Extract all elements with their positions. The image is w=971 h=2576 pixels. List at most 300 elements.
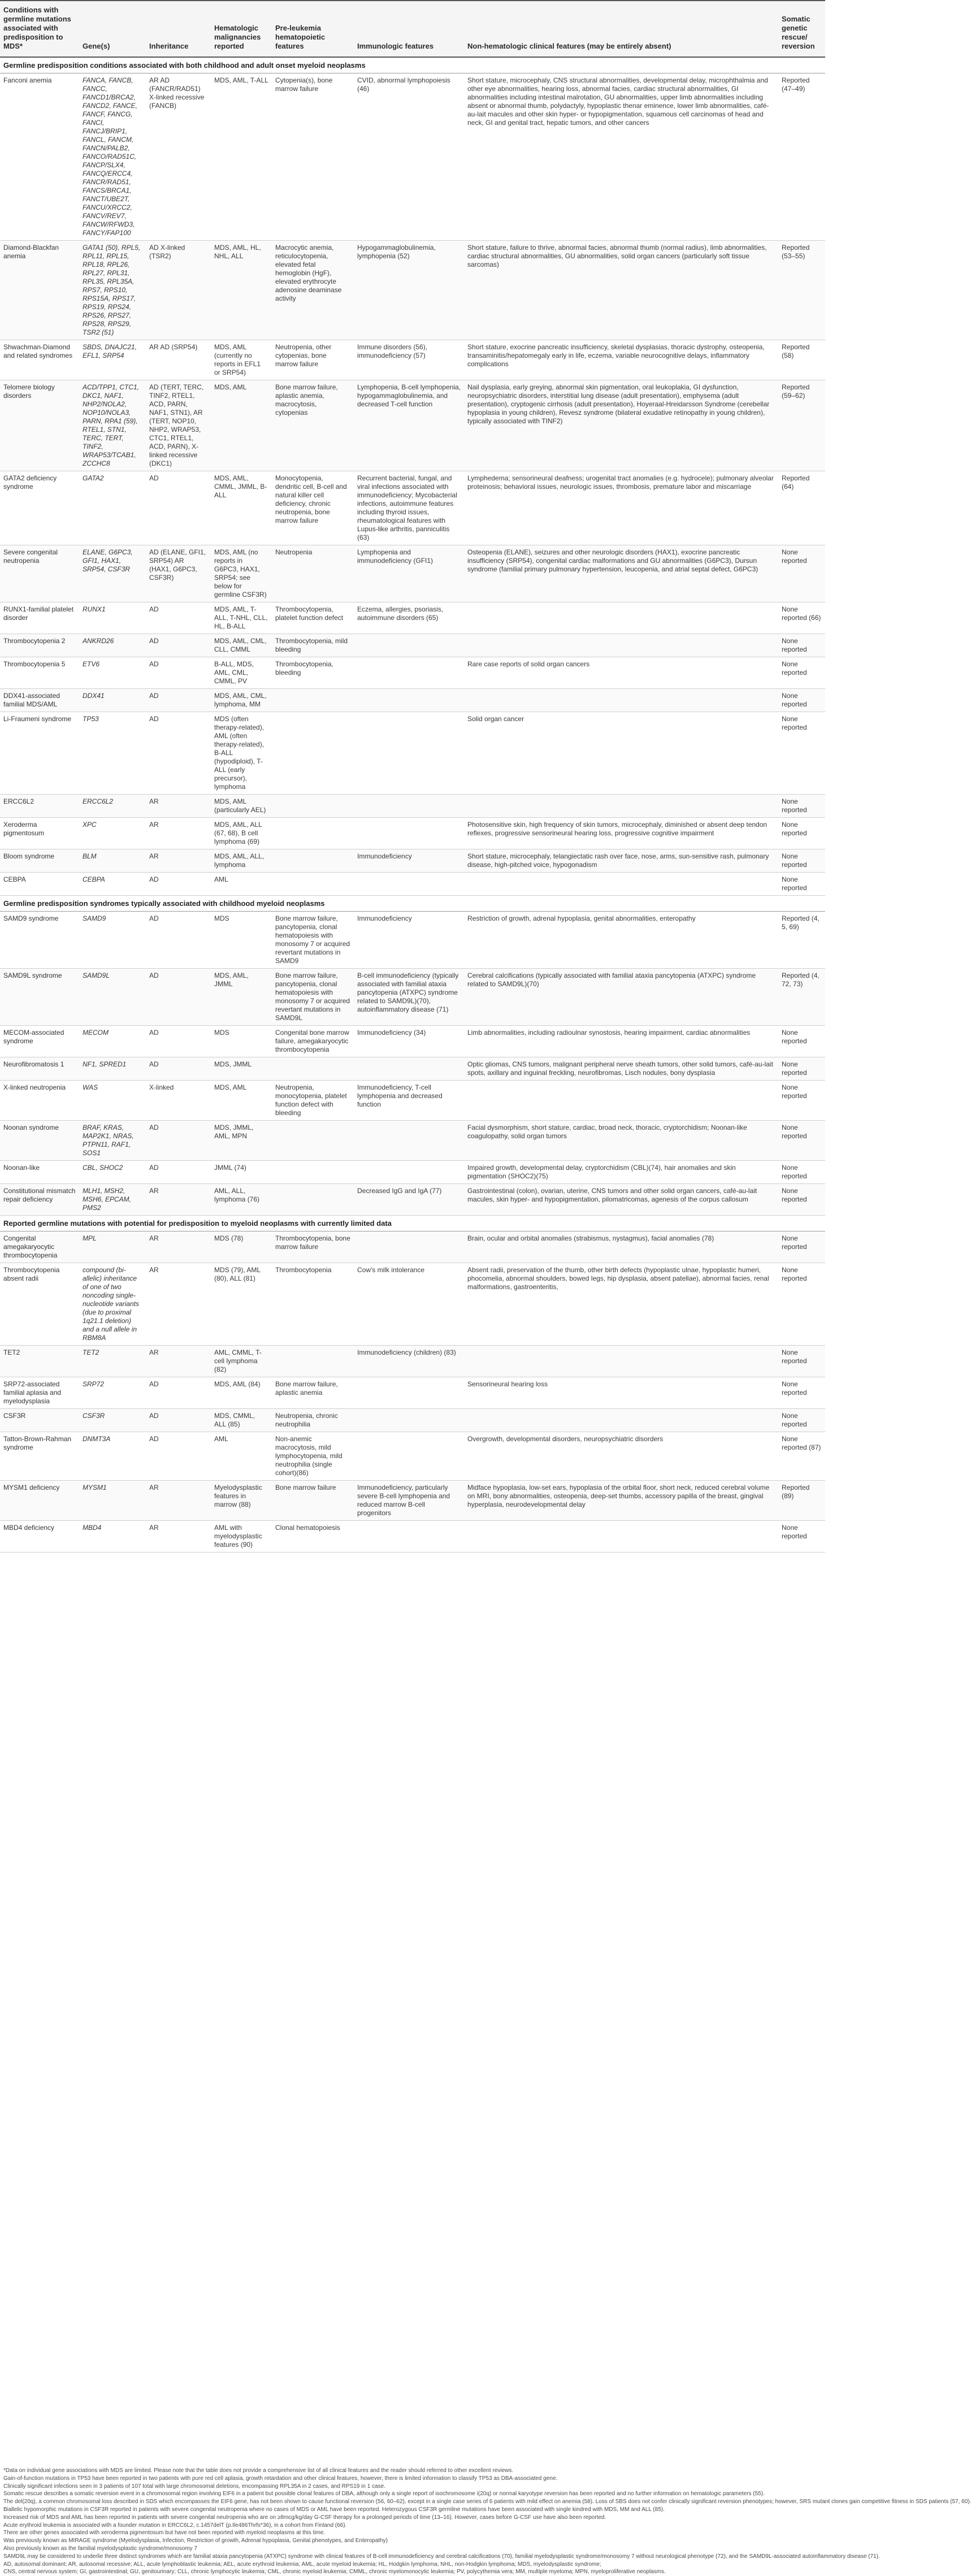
nonhematologic-cell [464, 634, 778, 657]
inheritance-cell: AD [146, 471, 211, 545]
condition-cell: MYSM1 deficiency [0, 1481, 79, 1521]
footnote: Was previously known as MIRAGE syndrome (Myelodysplasia, Infection, Restriction of growth, Adrenal hypoplasia, Genital phenotypes, and Enteropathy) [3, 2538, 388, 2544]
immunologic-cell [354, 634, 464, 657]
rescue-cell: None reported [778, 1231, 825, 1263]
condition-cell: Tatton-Brown-Rahman syndrome [0, 1432, 79, 1481]
genes-cell: TET2 [79, 1346, 146, 1377]
genes-cell: SBDS, DNAJC21, EFL1, SRP54 [79, 340, 146, 380]
inheritance-cell: AD X-linked (TSR2) [146, 241, 211, 340]
table-row [0, 1481, 825, 1521]
rescue-cell: None reported [778, 873, 825, 896]
inheritance-cell: AR [146, 1346, 211, 1377]
rescue-cell: None reported [778, 849, 825, 873]
condition-cell: Li-Fraumeni syndrome [0, 712, 79, 795]
inheritance-cell: AD [146, 634, 211, 657]
genes-cell: GATA1 (50), RPL5, RPL11, RPL15, RPL18, RPL26, RPL27, RPL31, RPL35, RPL35A, RPS7, RPS10, RPS15A, RPS17, RPS19, RPS24, RPS26, RPS27, RPS28, RPS29, TSR2 (51) [79, 241, 146, 340]
inheritance-cell: AD [146, 1121, 211, 1161]
condition-cell: SAMD9 syndrome [0, 912, 79, 969]
malignancies-cell: MDS, AML, ALL (67, 68), B cell lymphoma (69) [211, 818, 272, 849]
immunologic-cell [354, 1521, 464, 1552]
inheritance-cell: AD [146, 1432, 211, 1481]
genes-cell: DDX41 [79, 689, 146, 712]
table-row [0, 1057, 825, 1081]
malignancies-cell: MDS, AML, T-ALL [211, 73, 272, 241]
malignancies-cell: MDS, AML, HL, NHL, ALL [211, 241, 272, 340]
table-row [0, 602, 825, 634]
inheritance-cell: AD [146, 712, 211, 795]
condition-cell: MBD4 deficiency [0, 1521, 79, 1552]
genes-cell: CBL, SHOC2 [79, 1161, 146, 1184]
preleukemia-cell: Neutropenia, monocytopenia, platelet function defect with bleeding [272, 1081, 354, 1121]
immunologic-cell [354, 1121, 464, 1161]
malignancies-cell: MDS, AML, CML, lymphoma, MM [211, 689, 272, 712]
genes-cell: FANCA, FANCB, FANCC, FANCD1/BRCA2, FANCD2, FANCE, FANCF, FANCG, FANCI, FANCJ/BRIP1, FANCL, FANCM, FANCN/PALB2, FANCO/RAD51C, FANCP/SLX4, FANCQ/ERCC4, FANCR/RAD51, FANCS/BRCA1, FANCT/UBE2T, FANCU/XRCC2, FANCV/REV7, FANCW/RFWD3, FANCY/FAP100 [79, 73, 146, 241]
rescue-cell: None reported [778, 634, 825, 657]
inheritance-cell: AR [146, 1481, 211, 1521]
immunologic-cell [354, 1432, 464, 1481]
table-row [0, 1377, 825, 1409]
rescue-cell: Reported (58) [778, 340, 825, 380]
genes-cell: ETV6 [79, 657, 146, 689]
footnote: Biallelic hypomorphic mutations in CSF3R reported in patients with severe congenital neutropenia where no cases of MDS or AML have been reported. Heterozygous CSF3R germline mutations have been associated with single kindred with MDS, MM and ALL (85). [3, 2506, 665, 2513]
rescue-cell: None reported [778, 1081, 825, 1121]
immunologic-cell: Immunodeficiency [354, 912, 464, 969]
malignancies-cell: AML, CMML, T-cell lymphoma (82) [211, 1346, 272, 1377]
rescue-cell: Reported (47–49) [778, 73, 825, 241]
genes-cell: CEBPA [79, 873, 146, 896]
condition-cell: Noonan syndrome [0, 1121, 79, 1161]
footnote: Also previously known as the familial myelodysplastic syndrome/monosomy 7 [3, 2545, 197, 2552]
genes-cell: MECOM [79, 1026, 146, 1057]
rescue-cell: Reported (4, 5, 69) [778, 912, 825, 969]
condition-cell: Fanconi anemia [0, 73, 79, 241]
genes-cell: MBD4 [79, 1521, 146, 1552]
inheritance-cell: AR AD (FANCR/RAD51) X-linked recessive (FANCB) [146, 73, 211, 241]
table-row [0, 1231, 825, 1263]
malignancies-cell: MDS, AML (84) [211, 1377, 272, 1409]
nonhematologic-cell: Facial dysmorphism, short stature, cardiac, broad neck, thoracic, cryptorchidism; Noonan-like coagulopathy, solid organ tumors [464, 1121, 778, 1161]
header-malignancies: Hematologic malignancies reported [211, 1, 272, 57]
condition-cell: Xeroderma pigmentosum [0, 818, 79, 849]
condition-cell: TET2 [0, 1346, 79, 1377]
header-immunologic: Immunologic features [354, 1, 464, 57]
genes-cell: MYSM1 [79, 1481, 146, 1521]
nonhematologic-cell: Short stature, microcephaly, telangiectatic rash over face, nose, arms, sun-sensitive rash, pulmonary disease, high-pitched voice, hypogonadism [464, 849, 778, 873]
preleukemia-cell [272, 849, 354, 873]
immunologic-cell: B-cell immunodeficiency (typically associated with familial ataxia pancytopenia (ATXPC) syndrome related to SAMD9L)(70), autoinflammatory disease (71) [354, 969, 464, 1026]
table-row [0, 73, 825, 241]
genes-cell: BLM [79, 849, 146, 873]
immunologic-cell: Immune disorders (56), immunodeficiency (57) [354, 340, 464, 380]
section-header-row [0, 896, 825, 912]
malignancies-cell: MDS, AML (particularly AEL) [211, 795, 272, 818]
inheritance-cell: AD [146, 912, 211, 969]
footnote: There are other genes associated with xeroderma pigmentosum but have not been reported with myeloid neoplasms at this time. [3, 2530, 326, 2536]
immunologic-cell: Immunodeficiency (34) [354, 1026, 464, 1057]
inheritance-cell: AD (ELANE, GFI1, SRP54) AR (HAX1, G6PC3, CSF3R) [146, 545, 211, 602]
nonhematologic-cell: Cerebral calcifications (typically associated with familial ataxia pancytopenia (ATXPC) syndrome related to SAMD9L)(70) [464, 969, 778, 1026]
malignancies-cell: MDS, AML (no reports in G6PC3, HAX1, SRP54; see below for germline CSF3R) [211, 545, 272, 602]
rescue-cell: None reported [778, 1377, 825, 1409]
nonhematologic-cell: Lymphedema; sensorineural deafness; urogenital tract anomalies (e.g. hydrocele); pulmonary alveolar proteinosis; behavioral issues, neurologic issues, thrombosis, premature labor and miscarriage [464, 471, 778, 545]
genes-cell: DNMT3A [79, 1432, 146, 1481]
genes-cell: MLH1, MSH2, MSH6, EPCAM, PMS2 [79, 1184, 146, 1216]
nonhematologic-cell [464, 1409, 778, 1432]
immunologic-cell: Hypogammaglobulinemia, lymphopenia (52) [354, 241, 464, 340]
table-row [0, 634, 825, 657]
header-nonhematologic: Non-hematologic clinical features (may be entirely absent) [464, 1, 778, 57]
rescue-cell: Reported (64) [778, 471, 825, 545]
table-row [0, 1521, 825, 1552]
malignancies-cell: AML with myelodysplastic features (90) [211, 1521, 272, 1552]
nonhematologic-cell [464, 795, 778, 818]
immunologic-cell: Lymphopenia, B-cell lymphopenia, hypogammaglobulinemia, and decreased T-cell function [354, 380, 464, 471]
rescue-cell: Reported (59–62) [778, 380, 825, 471]
condition-cell: Telomere biology disorders [0, 380, 79, 471]
nonhematologic-cell [464, 873, 778, 896]
inheritance-cell: AR [146, 795, 211, 818]
genes-cell: ACD/TPP1, CTC1, DKC1, NAF1, NHP2/NOLA2, NOP10/NOLA3, PARN, RPA1 (59), RTEL1, STN1, TERC, TERT, TINF2, WRAP53/TCAB1, ZCCHC8 [79, 380, 146, 471]
malignancies-cell: MDS, AML, ALL, lymphoma [211, 849, 272, 873]
immunologic-cell: Immunodeficiency, particularly severe B-cell lymphopenia and reduced marrow B-cell progenitors [354, 1481, 464, 1521]
genes-cell: XPC [79, 818, 146, 849]
table-row [0, 912, 825, 969]
table-row [0, 1409, 825, 1432]
section-header-row [0, 57, 825, 73]
table-row [0, 1432, 825, 1481]
nonhematologic-cell: Midface hypoplasia, low-set ears, hypoplasia of the orbital floor, short neck, reduced cerebral volume on MRI, bony abnormalities, osteopenia, deep-set thumbs, accessory papilla of the breast, gingival hyperplasia, neurodevelopmental delay [464, 1481, 778, 1521]
footnote: Acute erythroid leukemia is associated with a founder mutation in ERCC6L2, c.1457delT (p.Ile486Thrfs*36), in a cohort from Finland (66). [3, 2522, 347, 2529]
condition-cell: Neurofibromatosis 1 [0, 1057, 79, 1081]
immunologic-cell [354, 657, 464, 689]
inheritance-cell: AD [146, 1026, 211, 1057]
rescue-cell: None reported (66) [778, 602, 825, 634]
malignancies-cell: MDS (often therapy-related), AML (often therapy-related), B-ALL (hypodiploid), T-ALL (early precursor), lymphoma [211, 712, 272, 795]
footnote: AD, autosomal dominant; AR, autosomal recessive; ALL, acute lymphoblastic leukemia; AEL, acute erythroid leukemia; AML, acute myeloid leukemia; HL, Hodgkin lymphoma; NHL, non-Hodgkin lymphoma; MDS, myelodysplastic syndrome; [3, 2561, 601, 2568]
inheritance-cell: AD [146, 689, 211, 712]
footnote: SAMD9L may be considered to underlie three distinct syndromes which are familial ataxia pancytopenia (ATXPC) syndrome with clinical features of B-cell immunodeficiency and cerebral calcifications (70), familial myelodysplastic syndrome/monosomy 7 without neurological phenotype (72), and the SAMD9L-associated autoinflammatory disease (71). [3, 2553, 880, 2560]
condition-cell: Bloom syndrome [0, 849, 79, 873]
preleukemia-cell: Clonal hematopoiesis [272, 1521, 354, 1552]
rescue-cell: None reported [778, 1121, 825, 1161]
condition-cell: Shwachman-Diamond and related syndromes [0, 340, 79, 380]
rescue-cell: None reported [778, 1409, 825, 1432]
nonhematologic-cell: Optic gliomas, CNS tumors, malignant peripheral nerve sheath tumors, other solid tumors, café-au-lait spots, axillary and inguinal freckling, neurofibromas, Lisch nodules, bony dysplasia [464, 1057, 778, 1081]
footnote: CNS, central nervous system; GI, gastrointestinal; GU, genitourinary; CLL, chronic lymphocytic leukemia; CML, chronic myeloid leukemia; CMML, chronic myelomonocytic leukemia; PV, polycythemia vera; MM, multiple myeloma; MPN, myeloproliferative neoplasms. [3, 2569, 666, 2575]
inheritance-cell: AD [146, 969, 211, 1026]
immunologic-cell [354, 873, 464, 896]
table-footnotes [3, 2467, 971, 2576]
inheritance-cell: AR [146, 1263, 211, 1346]
preleukemia-cell: Thrombocytopenia, mild bleeding [272, 634, 354, 657]
condition-cell: SAMD9L syndrome [0, 969, 79, 1026]
nonhematologic-cell [464, 1346, 778, 1377]
condition-cell: CEBPA [0, 873, 79, 896]
table-row [0, 1121, 825, 1161]
footnote: The del(20q), a common chromosomal loss described in SDS which encompasses the EIF6 gene, has not been shown to cause functional reversion (56, 60–62), except in a single case series of 6 patients with mild effect on anemia (58). Loss of SBS does not confer clinically significant reversion phenotypes; however, SRS mutant clones gain competitive fitness in SDS patients (57, 60). [3, 2499, 971, 2505]
inheritance-cell: AD [146, 873, 211, 896]
immunologic-cell: Recurrent bacterial, fungal, and viral infections associated with immunodeficiency; Mycobacterial infections, autoimmune features including thyroid issues, rheumatological features with Lupus-like arthritis, panniculitis (63) [354, 471, 464, 545]
preleukemia-cell [272, 689, 354, 712]
malignancies-cell: MDS, CMML, ALL (85) [211, 1409, 272, 1432]
genes-cell: SAMD9 [79, 912, 146, 969]
inheritance-cell: X-linked [146, 1081, 211, 1121]
table-row [0, 1026, 825, 1057]
rescue-cell: Reported (4, 72, 73) [778, 969, 825, 1026]
rescue-cell: None reported [778, 795, 825, 818]
header-genes: Gene(s) [79, 1, 146, 57]
genes-cell: RUNX1 [79, 602, 146, 634]
immunologic-cell: Eczema, allergies, psoriasis, autoimmune disorders (65) [354, 602, 464, 634]
preleukemia-cell: Congenital bone marrow failure, amegakaryocytic thrombocytopenia [272, 1026, 354, 1057]
preleukemia-cell: Neutropenia, other cytopenias, bone marrow failure [272, 340, 354, 380]
table-row [0, 712, 825, 795]
table-row [0, 1346, 825, 1377]
table-row [0, 795, 825, 818]
malignancies-cell: MDS, AML [211, 1081, 272, 1121]
inheritance-cell: AR [146, 818, 211, 849]
preleukemia-cell: Bone marrow failure [272, 1481, 354, 1521]
immunologic-cell [354, 1231, 464, 1263]
genes-cell: TP53 [79, 712, 146, 795]
genes-cell: NF1, SPRED1 [79, 1057, 146, 1081]
inheritance-cell: AD [146, 1161, 211, 1184]
malignancies-cell: MDS, AML, T-ALL, T-NHL, CLL, HL, B-ALL [211, 602, 272, 634]
nonhematologic-cell: Absent radii, preservation of the thumb, other birth defects (hypoplastic ulnae, hypoplastic humeri, phocomelia, abnormal shoulders, bowed legs, hip dysplasia, absent patellae), abnormal facies, renal malformations, gastroenteritis, [464, 1263, 778, 1346]
preleukemia-cell [272, 873, 354, 896]
malignancies-cell: MDS [211, 912, 272, 969]
malignancies-cell: JMML (74) [211, 1161, 272, 1184]
immunologic-cell: CVID, abnormal lymphopoiesis (46) [354, 73, 464, 241]
rescue-cell: None reported [778, 818, 825, 849]
genes-cell: WAS [79, 1081, 146, 1121]
footnote: *Data on individual gene associations with MDS are limited. Please note that the table does not provide a comprehensive list of all clinical features and the reader should referred to other excellent reviews. [3, 2467, 514, 2474]
table-row [0, 380, 825, 471]
preleukemia-cell [272, 818, 354, 849]
condition-cell: Thrombocytopenia 5 [0, 657, 79, 689]
immunologic-cell [354, 1377, 464, 1409]
inheritance-cell: AR [146, 849, 211, 873]
preleukemia-cell [272, 1184, 354, 1216]
immunologic-cell: Immunodeficiency [354, 849, 464, 873]
preleukemia-cell [272, 1121, 354, 1161]
rescue-cell: None reported [778, 1026, 825, 1057]
header-preleukemia: Pre-leukemia hematopoietic features [272, 1, 354, 57]
nonhematologic-cell: Gastrointestinal (colon), ovarian, uterine, CNS tumors and other solid organ cancers, café-au-lait macules, skin hyper- and hypopigmentation, pilomatricomas, agenesis of the corpus callosum [464, 1184, 778, 1216]
nonhematologic-cell: Photosensitive skin, high frequency of skin tumors, microcephaly, diminished or absent deep tendon reflexes, progressive sensorineural hearing loss, progressive cognitive impairment [464, 818, 778, 849]
preleukemia-cell: Non-anemic macrocytosis, mild lymphocytopenia, mild neutrophilia (single cohort)(86) [272, 1432, 354, 1481]
preleukemia-cell: Bone marrow failure, aplastic anemia, macrocytosis, cytopenias [272, 380, 354, 471]
condition-cell: Thrombocytopenia 2 [0, 634, 79, 657]
genes-cell: ERCC6L2 [79, 795, 146, 818]
preleukemia-cell: Bone marrow failure, aplastic anemia [272, 1377, 354, 1409]
malignancies-cell: MDS (78) [211, 1231, 272, 1263]
preleukemia-cell: Macrocytic anemia, reticulocytopenia, elevated fetal hemoglobin (HgF), elevated erythrocyte adenosine deaminase activity [272, 241, 354, 340]
malignancies-cell: B-ALL, MDS, AML, CML, CMML, PV [211, 657, 272, 689]
rescue-cell: None reported [778, 689, 825, 712]
condition-cell: Congenital amegakaryocytic thrombocytopenia [0, 1231, 79, 1263]
genes-cell: SAMD9L [79, 969, 146, 1026]
table-row [0, 241, 825, 340]
genes-cell: CSF3R [79, 1409, 146, 1432]
preleukemia-cell [272, 1161, 354, 1184]
malignancies-cell: MDS, JMML [211, 1057, 272, 1081]
genes-cell: BRAF, KRAS, MAP2K1, NRAS, PTPN11, RAF1, SOS1 [79, 1121, 146, 1161]
table-row [0, 545, 825, 602]
header-rescue: Somatic genetic rescue/ reversion [778, 1, 825, 57]
preleukemia-cell [272, 712, 354, 795]
preleukemia-cell: Neutropenia [272, 545, 354, 602]
table-row [0, 689, 825, 712]
nonhematologic-cell: Impaired growth, developmental delay, cryptorchidism (CBL)(74), hair anomalies and skin pigmentation (SHOC2)(75) [464, 1161, 778, 1184]
condition-cell: SRP72-associated familial aplasia and myelodysplasia [0, 1377, 79, 1409]
genes-cell: SRP72 [79, 1377, 146, 1409]
nonhematologic-cell: Restriction of growth, adrenal hypoplasia, genital abnormalities, enteropathy [464, 912, 778, 969]
preleukemia-cell: Thrombocytopenia, platelet function defect [272, 602, 354, 634]
table-row [0, 969, 825, 1026]
malignancies-cell: MDS [211, 1026, 272, 1057]
inheritance-cell: AR [146, 1521, 211, 1552]
inheritance-cell: AD [146, 657, 211, 689]
condition-cell: X-linked neutropenia [0, 1081, 79, 1121]
condition-cell: GATA2 deficiency syndrome [0, 471, 79, 545]
rescue-cell: None reported [778, 1161, 825, 1184]
immunologic-cell [354, 1161, 464, 1184]
inheritance-cell: AD [146, 1377, 211, 1409]
rescue-cell: None reported [778, 545, 825, 602]
inheritance-cell: AD [146, 1409, 211, 1432]
nonhematologic-cell [464, 1081, 778, 1121]
immunologic-cell [354, 689, 464, 712]
footnote: Gain-of-function mutations in TP53 have been reported in two patients with pure red cell aplasia, growth retardation and other clinical features, however, there is limited information to classify TP53 as DBA-associated gene. [3, 2475, 558, 2482]
malignancies-cell: MDS, AML, CML, CLL, CMML [211, 634, 272, 657]
rescue-cell: None reported [778, 1263, 825, 1346]
table-body [0, 57, 825, 1552]
condition-cell: RUNX1-familial platelet disorder [0, 602, 79, 634]
preleukemia-cell: Thrombocytopenia, bleeding [272, 657, 354, 689]
table-row [0, 1184, 825, 1216]
nonhematologic-cell: Solid organ cancer [464, 712, 778, 795]
condition-cell: DDX41-associated familial MDS/AML [0, 689, 79, 712]
nonhematologic-cell: Short stature, failure to thrive, abnormal facies, abnormal thumb (normal radius), limb abnormalities, cardiac structural abnormalities, GU abnormalities, solid organ cancers (particularly soft tissue sarcomas) [464, 241, 778, 340]
header-condition: Conditions with germline mutations associated with predisposition to MDS* [0, 1, 79, 57]
preleukemia-cell [272, 1346, 354, 1377]
genes-cell: ELANE, G6PC3, GFI1, HAX1, SRP54, CSF3R [79, 545, 146, 602]
footnote: Increased risk of MDS and AML has been reported in patients with severe congenital neutropenia who are on ≥8mcg/kg/day G-CSF therapy for a prolonged periods of time (13–16). However, cases before G-CSF use have also been reported. [3, 2514, 606, 2521]
condition-cell: Noonan-like [0, 1161, 79, 1184]
immunologic-cell: Immunodeficiency (children) (83) [354, 1346, 464, 1377]
immunologic-cell [354, 1409, 464, 1432]
inheritance-cell: AD [146, 1057, 211, 1081]
condition-cell: ERCC6L2 [0, 795, 79, 818]
nonhematologic-cell: Short stature, exocrine pancreatic insufficiency, skeletal dysplasias, thoracic dystrophy, osteopenia, transaminitis/hepatomegaly early in life, eczema, variable neurocognitive delays, inflammatory complications [464, 340, 778, 380]
preleukemia-cell: Thrombocytopenia, bone marrow failure [272, 1231, 354, 1263]
preleukemia-cell: Bone marrow failure, pancytopenia, clonal hematopoiesis with monosomy 7 or acquired revertant mutations in SAMD9L [272, 969, 354, 1026]
header-inheritance: Inheritance [146, 1, 211, 57]
inheritance-cell: AR [146, 1231, 211, 1263]
table-row [0, 873, 825, 896]
immunologic-cell [354, 712, 464, 795]
section-header-row [0, 1216, 825, 1231]
malignancies-cell: MDS, AML, CMML, JMML, B-ALL [211, 471, 272, 545]
inheritance-cell: AD [146, 602, 211, 634]
nonhematologic-cell: Limb abnormalities, including radioulnar synostosis, hearing impairment, cardiac abnormalities [464, 1026, 778, 1057]
malignancies-cell: MDS, AML, JMML [211, 969, 272, 1026]
table-header-row [0, 1, 825, 57]
rescue-cell: Reported (89) [778, 1481, 825, 1521]
malignancies-cell: MDS (79), AML (80), ALL (81) [211, 1263, 272, 1346]
table-row [0, 340, 825, 380]
malignancies-cell: MDS, JMML, AML, MPN [211, 1121, 272, 1161]
preleukemia-cell [272, 1057, 354, 1081]
malignancies-cell: MDS, AML (currently no reports in EFL1 or SRP54) [211, 340, 272, 380]
nonhematologic-cell: Overgrowth, developmental disorders, neuropsychiatric disorders [464, 1432, 778, 1481]
preleukemia-cell: Monocytopenia, dendritic cell, B-cell and natural killer cell deficiency, chronic neutropenia, bone marrow failure [272, 471, 354, 545]
preleukemia-cell [272, 795, 354, 818]
table-row [0, 1081, 825, 1121]
immunologic-cell: Lymphopenia and immunodeficiency (GFI1) [354, 545, 464, 602]
genes-cell: GATA2 [79, 471, 146, 545]
condition-cell: CSF3R [0, 1409, 79, 1432]
malignancies-cell: Myelodysplastic features in marrow (88) [211, 1481, 272, 1521]
malignancies-cell: AML [211, 1432, 272, 1481]
table-row [0, 1263, 825, 1346]
immunologic-cell [354, 795, 464, 818]
table-row [0, 849, 825, 873]
table-row [0, 657, 825, 689]
malignancies-cell: AML, ALL, lymphoma (76) [211, 1184, 272, 1216]
section-title: Germline predisposition syndromes typically associated with childhood myeloid neoplasms [0, 896, 825, 912]
footnote: Somatic rescue describes a somatic reversion event in a chromosomal region involving EIF6 in a patient but possible clonal features of DBA, although only a single report of isochromosome i(20q) or normal karyotype reversion has been reported and no further information on hematologic parameters (55). [3, 2491, 765, 2497]
preleukemia-cell: Bone marrow failure, pancytopenia, clonal hematopoiesis with monosomy 7 or acquired revertant mutations in SAMD9 [272, 912, 354, 969]
genes-cell: compound (bi-allelic) inheritance of one of two noncoding single-nucleotide variants (due to proximal 1q21.1 deletion) and a null allele in RBM8A [79, 1263, 146, 1346]
immunologic-cell: Decreased IgG and IgA (77) [354, 1184, 464, 1216]
immunologic-cell: Immunodeficiency, T-cell lymphopenia and decreased function [354, 1081, 464, 1121]
malignancies-cell: AML [211, 873, 272, 896]
rescue-cell: None reported [778, 712, 825, 795]
malignancies-cell: MDS, AML [211, 380, 272, 471]
section-title: Germline predisposition conditions associated with both childhood and adult onset myeloid neoplasms [0, 57, 825, 73]
rescue-cell: None reported [778, 1346, 825, 1377]
nonhematologic-cell: Rare case reports of solid organ cancers [464, 657, 778, 689]
table-row [0, 818, 825, 849]
nonhematologic-cell: Brain, ocular and orbital anomalies (strabismus, nystagmus), facial anomalies (78) [464, 1231, 778, 1263]
rescue-cell: None reported [778, 1057, 825, 1081]
condition-cell: Constitutional mismatch repair deficiency [0, 1184, 79, 1216]
immunologic-cell [354, 1057, 464, 1081]
immunologic-cell: Cow's milk intolerance [354, 1263, 464, 1346]
nonhematologic-cell [464, 1521, 778, 1552]
table-row [0, 1161, 825, 1184]
inheritance-cell: AR [146, 1184, 211, 1216]
preleukemia-cell: Cytopenia(s), bone marrow failure [272, 73, 354, 241]
table-row [0, 471, 825, 545]
nonhematologic-cell: Nail dysplasia, early greying, abnormal skin pigmentation, oral leukoplakia, GI dysfunction, neuropsychiatric disorders, interstitial lung disease (adult presentation), emphysema (adult presentation), cryptogenic cirrhosis (adult presentation), Hoyeraal-Hreidarsson Syndrome (cerebellar hypoplasia in young children), Revesz syndrome (bilateral exudative retinopathy in young children), typically associated with TINF2) [464, 380, 778, 471]
preleukemia-cell: Thrombocytopenia [272, 1263, 354, 1346]
genes-cell: MPL [79, 1231, 146, 1263]
inheritance-cell: AD (TERT, TERC, TINF2, RTEL1, ACD, PARN, NAF1, STN1), AR (TERT, NOP10, NHP2, WRAP53, CTC1, RTEL1, ACD, PARN), X-linked recessive (DKC1) [146, 380, 211, 471]
nonhematologic-cell [464, 689, 778, 712]
nonhematologic-cell [464, 602, 778, 634]
rescue-cell: None reported [778, 1184, 825, 1216]
nonhematologic-cell: Short stature, microcephaly, CNS structural abnormalities, developmental delay, microphthalmia and other eye abnormalities, hearing loss, abnormal facies, cardiac structural abnormalities, GI abnormalities including intestinal malrotation, GU abnormalities, upper limb abnormalities including absent or abnormal thumb, polydactyly, hypoplastic thenar eminence, lower limb abnormalities, café-au-lait macules and other skin hyper- or hypopigmentation, squamous cell carcinomas of head and neck, GI and genital tract, hepatic tumors, and other cancers [464, 73, 778, 241]
rescue-cell: Reported (53–55) [778, 241, 825, 340]
rescue-cell: None reported [778, 1521, 825, 1552]
section-title: Reported germline mutations with potential for predisposition to myeloid neoplasms with currently limited data [0, 1216, 825, 1231]
nonhematologic-cell: Osteopenia (ELANE), seizures and other neurologic disorders (HAX1), exocrine pancreatic insufficiency (SRP54), congenital cardiac malformations and GU abnormalities (G6PC3), Dursun syndrome (familial primary pulmonary hypertension, leucopenia, and atrial septal defect, G6PC3) [464, 545, 778, 602]
footnote: Clinically significant infections seen in 3 patients of 107 total with large chromosomal deletions, encompassing RPL35A in 2 cases, and RPS19 in 1 case. [3, 2483, 385, 2490]
rescue-cell: None reported [778, 657, 825, 689]
